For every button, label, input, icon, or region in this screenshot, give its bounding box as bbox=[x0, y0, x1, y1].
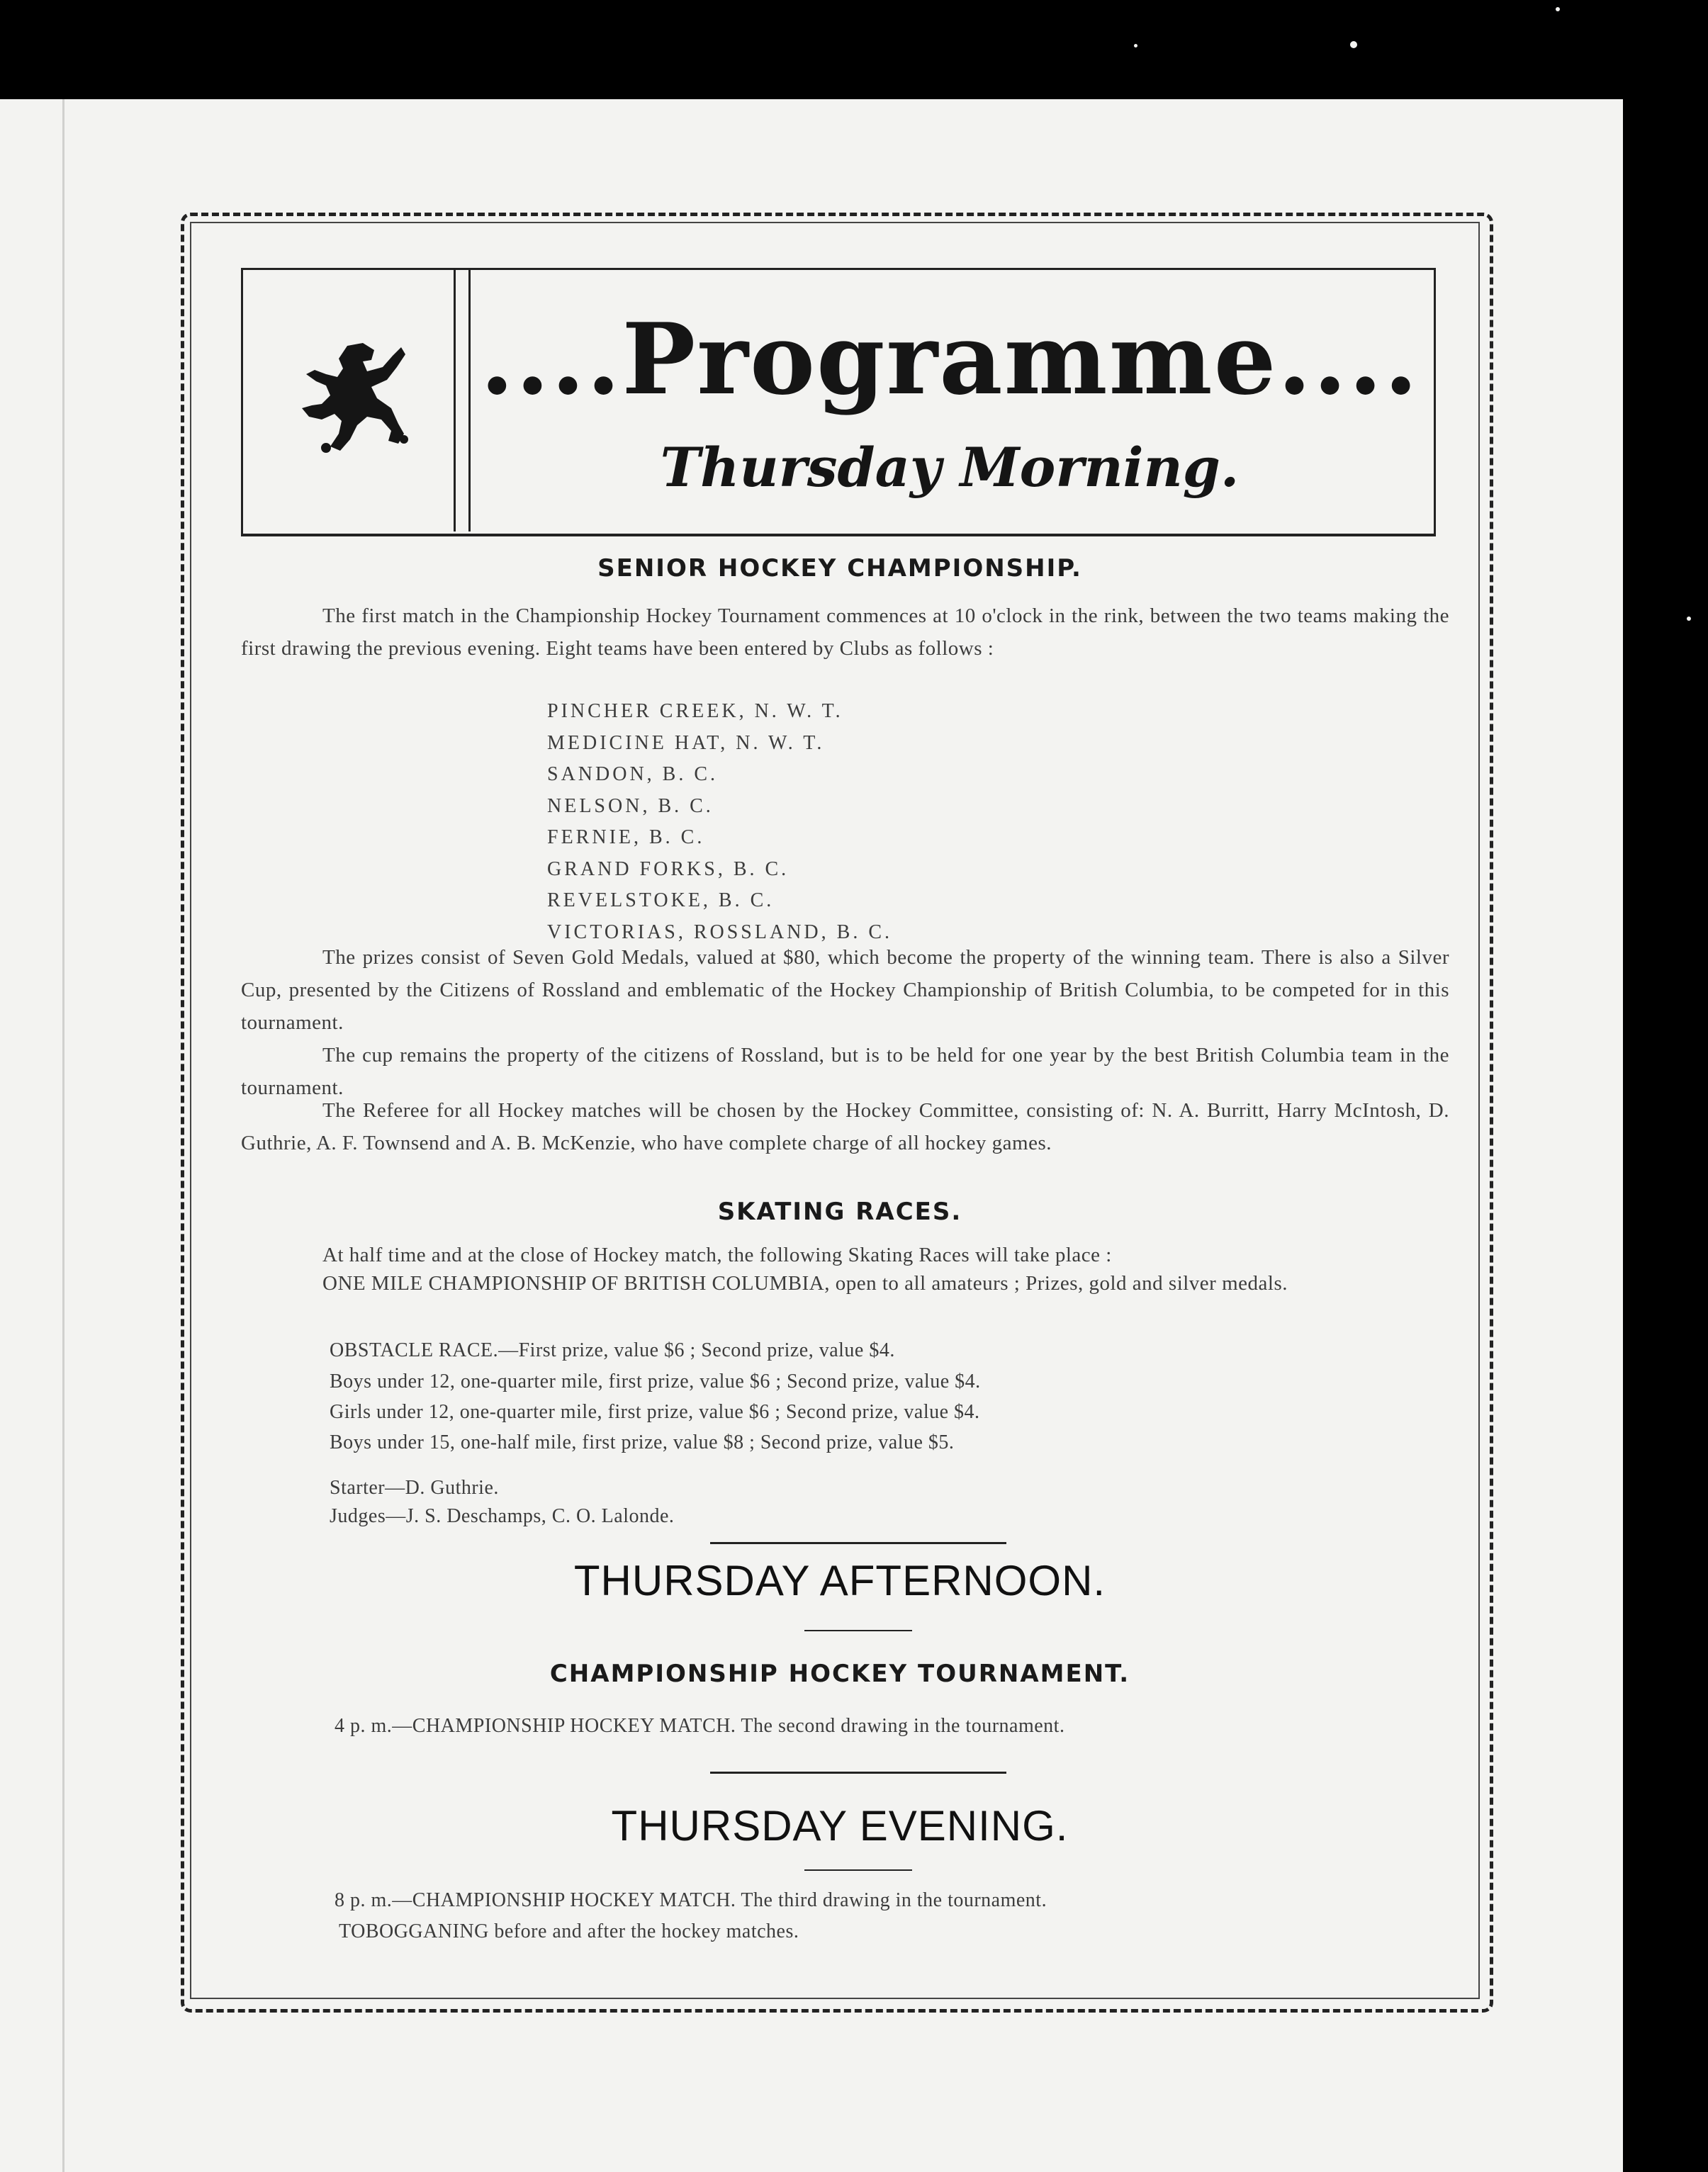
programme-title: ....Programme.... bbox=[480, 301, 1420, 417]
tournament-heading: CHAMPIONSHIP HOCKEY TOURNAMENT. bbox=[549, 1660, 1130, 1688]
short-rule bbox=[804, 1869, 912, 1871]
header-shadow-rule bbox=[241, 528, 1436, 536]
referee-paragraph: The Referee for all Hockey matches will be chosen by the Hockey Committee, consisting of: N. A. Burritt, Harry McIntosh, D. Guthrie, A. F. Townsend and A. B. McKenzie, who have complete charge of all hockey games. bbox=[241, 1099, 1449, 1154]
club-item: SANDON, B. C. bbox=[547, 763, 719, 785]
dust-speck bbox=[1350, 41, 1357, 48]
race-item: Boys under 15, one-half mile, first prize, value $8 ; Second prize, value $5. bbox=[330, 1431, 955, 1453]
evening-match-line: 8 p. m.—CHAMPIONSHIP HOCKEY MATCH. The third drawing in the tournament. bbox=[335, 1889, 1047, 1911]
afternoon-match-line: 4 p. m.—CHAMPIONSHIP HOCKEY MATCH. The second drawing in the tournament. bbox=[335, 1715, 1065, 1737]
section-rule bbox=[710, 1542, 1006, 1544]
dust-speck bbox=[1687, 617, 1691, 621]
club-item: REVELSTOKE, B. C. bbox=[547, 889, 775, 911]
prizes-paragraph: The prizes consist of Seven Gold Medals, valued at $80, which become the property of the winning team. There is also a Silver Cup, presented by the Citizens of Rossland and emblematic of the Hockey Championship of British Columbia, to be competed for in this tournament. bbox=[241, 946, 1449, 1034]
mile-race: ONE MILE CHAMPIONSHIP OF BRITISH COLUMBIA, open to all amateurs ; Prizes, gold and silver medals. bbox=[322, 1272, 1288, 1295]
judges-line: Judges—J. S. Deschamps, C. O. Lalonde. bbox=[330, 1505, 675, 1527]
skating-intro: At half time and at the close of Hockey match, the following Skating Races will take place : bbox=[322, 1244, 1112, 1266]
club-item: FERNIE, B. C. bbox=[547, 826, 705, 848]
senior-intro: The first match in the Championship Hockey Tournament commences at 10 o'clock in the rink, between the two teams making the first drawing the previous evening. Eight teams have been entered by Clubs as follows : bbox=[241, 604, 1449, 660]
evening-heading: THURSDAY EVENING. bbox=[611, 1802, 1069, 1850]
afternoon-heading: THURSDAY AFTERNOON. bbox=[573, 1557, 1106, 1604]
race-item: OBSTACLE RACE.—First prize, value $6 ; Second prize, value $4. bbox=[330, 1339, 895, 1361]
club-item: PINCHER CREEK, N. W. T. bbox=[547, 700, 843, 722]
short-rule bbox=[804, 1630, 912, 1631]
starter-line: Starter—D. Guthrie. bbox=[330, 1477, 499, 1499]
race-item: Girls under 12, one-quarter mile, first prize, value $6 ; Second prize, value $4. bbox=[330, 1401, 980, 1423]
day-subtitle: Thursday Morning. bbox=[660, 436, 1240, 499]
page-gutter-line bbox=[62, 99, 64, 2172]
club-item: VICTORIAS, ROSSLAND, B. C. bbox=[547, 921, 892, 943]
senior-heading: SENIOR HOCKEY CHAMPIONSHIP. bbox=[597, 554, 1082, 583]
club-item: MEDICINE HAT, N. W. T. bbox=[547, 731, 825, 754]
race-item: Boys under 12, one-quarter mile, first prize, value $6 ; Second prize, value $4. bbox=[330, 1371, 981, 1392]
dust-speck bbox=[1556, 7, 1560, 11]
section-rule bbox=[710, 1772, 1006, 1774]
club-item: GRAND FORKS, B. C. bbox=[547, 857, 790, 880]
dust-speck bbox=[1134, 44, 1137, 47]
skating-heading: SKATING RACES. bbox=[717, 1198, 962, 1226]
club-list bbox=[547, 696, 892, 948]
cup-paragraph: The cup remains the property of the citizens of Rossland, but is to be held for one year by the best British Columbia team in the tournament. bbox=[241, 1044, 1449, 1099]
heraldic-lion-icon bbox=[298, 340, 415, 461]
club-item: NELSON, B. C. bbox=[547, 794, 714, 817]
tobogganing-line: TOBOGGANING before and after the hockey matches. bbox=[339, 1920, 799, 1942]
